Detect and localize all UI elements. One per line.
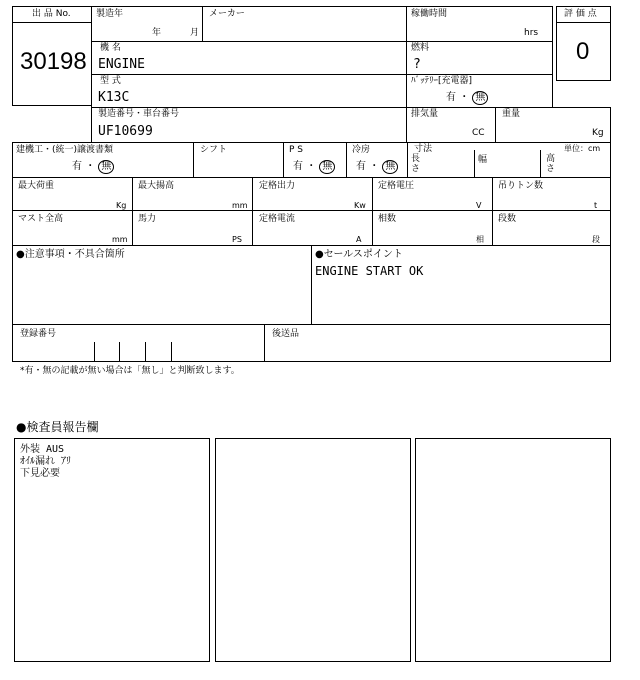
dim-divider-2 [540,150,541,178]
serial-label: 製造番号・車台番号 [98,109,180,119]
inspector-box-3 [415,438,611,662]
rating-label: 評 価 点 [564,9,597,19]
ps-no-circled: 無 [319,160,335,174]
rating-value: 0 [576,38,590,65]
build-year-label: 製造年 [96,9,124,19]
weight-label: 重量 [502,109,521,119]
phase-unit: 相 [476,235,484,244]
model-name-value: ENGINE [98,57,145,72]
caution-label: ●注意事項・不具合箇所 [16,249,125,260]
sales-point-label: ●セールスポイント [315,249,403,260]
transfer-yes: 有 [72,161,82,172]
length-label: 長 さ [411,154,421,174]
shipping-label: 後送品 [272,329,300,339]
reg-box-4 [171,342,172,362]
transfer-doc-label: 建機工・(統一)譲渡書類 [16,145,114,155]
lot-no-label: 出 品 No. [32,9,71,19]
inspector-remark-2: ｵｲﾙ漏れ ｱﾘ [20,456,72,467]
inspector-heading: ●検査員報告欄 [16,420,99,434]
ps-yes: 有 [293,161,303,172]
cooling-yes: 有 [356,161,366,172]
rated-output-label: 定格出力 [259,181,296,191]
rated-output-unit: Kw [354,201,366,210]
horsepower-label: 馬力 [138,214,157,224]
reg-box-3 [145,342,146,362]
phase-label: 相数 [378,214,397,224]
rated-current-label: 定格電流 [259,214,296,224]
hours-label: 稼働時間 [411,9,448,19]
height-label: 高 さ [546,154,556,174]
rated-voltage-label: 定格電圧 [378,181,415,191]
reg-no-label: 登録番号 [20,329,57,339]
rated-voltage-unit: V [476,201,482,210]
battery-sep: ・ [459,92,470,103]
cooling-label: 冷房 [352,145,371,155]
transfer-no-circled: 無 [98,160,114,174]
weight-unit: Kg [592,128,604,138]
max-lift-label: 最大揚高 [138,181,175,191]
fuel-label: 燃料 [411,43,430,53]
displacement-label: 排気量 [411,109,439,119]
horsepower-unit: PS [232,235,242,244]
battery-yes: 有 [446,92,456,103]
battery-label: ﾊﾞｯﾃﾘｰ[充電器] [411,76,473,86]
hoist-ton-unit: t [594,201,598,210]
transfer-sep: ・ [85,161,96,172]
ps-label: P S [289,145,304,155]
shipping-cell [264,324,611,362]
lot-no-divider [12,22,92,23]
max-lift-unit: mm [232,201,248,210]
rated-current-unit: A [356,235,362,244]
battery-no-circled: 無 [472,91,488,105]
cooling-choice [356,160,398,174]
cooling-no-circled: 無 [382,160,398,174]
inspector-remark-1: 外装 AUS [20,444,65,455]
year-unit: 年 [152,28,162,38]
type-value: K13C [98,90,130,105]
inspector-remark-3: 下見必要 [20,468,60,479]
hoist-ton-label: 吊りトン数 [498,181,544,191]
transfer-choice [72,160,114,174]
type-label: 型 式 [100,76,121,86]
battery-choice [446,91,488,105]
fuel-value: ? [413,57,421,72]
cooling-sep: ・ [369,161,380,172]
footnote: *有・無の記載が無い場合は「無し」と判断致します。 [20,366,240,376]
unit-note: 単位：cm [564,144,601,153]
month-unit: 月 [190,28,200,38]
maker-label: メーカー [209,9,245,19]
reg-box-2 [119,342,120,362]
width-label: 幅 [478,155,488,165]
ps-choice [293,160,335,174]
displacement-unit: CC [472,128,485,138]
steps-label: 段数 [498,214,517,224]
shift-label: シフト [200,145,228,155]
serial-value: UF10699 [98,124,153,139]
max-load-label: 最大荷重 [18,181,55,191]
mast-height-unit: mm [112,235,128,244]
max-load-unit: Kg [116,201,127,210]
rating-divider [556,22,611,23]
ps-sep: ・ [306,161,317,172]
hours-unit: hrs [524,28,539,38]
steps-unit: 段 [592,235,600,244]
sales-point-value: ENGINE START OK [315,264,424,278]
dimensions-label: 寸法 [414,144,433,154]
model-name-label: 機 名 [100,43,121,53]
lot-no-value: 30198 [20,48,87,75]
mast-height-label: マスト全高 [18,214,64,224]
inspector-box-2 [215,438,411,662]
dim-divider-1 [474,150,475,178]
reg-box-1 [94,342,95,362]
type-cell [91,74,407,108]
